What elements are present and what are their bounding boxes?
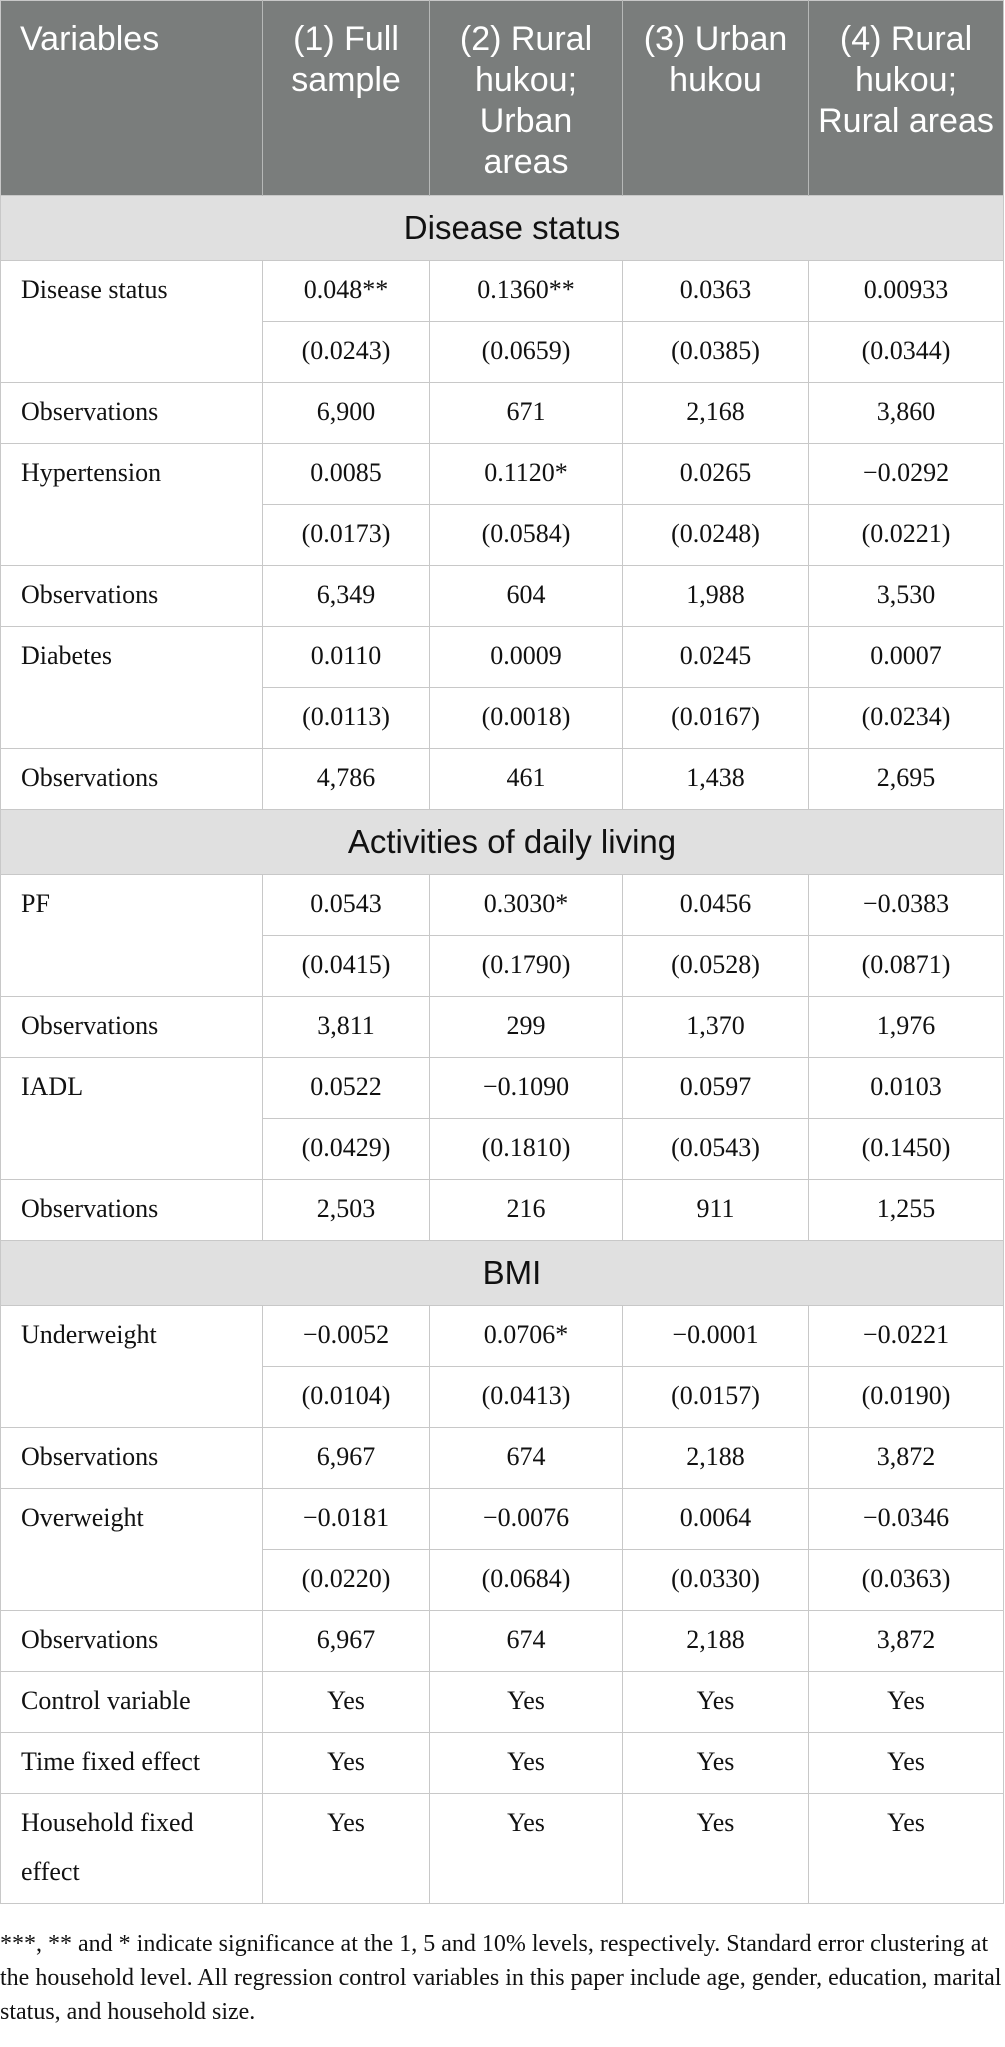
observations-row [1, 566, 1004, 627]
se-cell: (0.0871) [809, 936, 1004, 997]
se-cell: (0.0413) [430, 1367, 623, 1428]
control-cell: Yes [623, 1672, 809, 1733]
observations-cell: 2,503 [263, 1180, 430, 1241]
coef-cell: 0.0543 [263, 875, 430, 936]
se-cell: (0.1790) [430, 936, 623, 997]
coef-row [1, 261, 1004, 322]
observations-cell: 6,349 [263, 566, 430, 627]
row-label: Observations [1, 749, 263, 810]
observations-cell: 911 [623, 1180, 809, 1241]
row-label: PF [1, 875, 263, 997]
se-cell: (0.0584) [430, 505, 623, 566]
header-col-2: (2) Rural hukou; Urban areas [430, 1, 623, 196]
row-label: Observations [1, 566, 263, 627]
row-label: Control variable [1, 1672, 263, 1733]
coef-cell: 0.0456 [623, 875, 809, 936]
observations-cell: 6,900 [263, 383, 430, 444]
header-variables: Variables [1, 1, 263, 196]
observations-cell: 1,255 [809, 1180, 1004, 1241]
coef-cell: −0.0052 [263, 1306, 430, 1367]
se-cell: (0.0344) [809, 322, 1004, 383]
row-label: Underweight [1, 1306, 263, 1428]
coef-cell: −0.0001 [623, 1306, 809, 1367]
se-cell: (0.1450) [809, 1119, 1004, 1180]
coef-cell: 0.0103 [809, 1058, 1004, 1119]
coef-cell: 0.0009 [430, 627, 623, 688]
coef-cell: 0.0007 [809, 627, 1004, 688]
observations-cell: 2,695 [809, 749, 1004, 810]
se-cell: (0.0113) [263, 688, 430, 749]
se-cell: (0.0173) [263, 505, 430, 566]
row-label: IADL [1, 1058, 263, 1180]
row-label: Observations [1, 383, 263, 444]
coef-cell: −0.0292 [809, 444, 1004, 505]
observations-cell: 216 [430, 1180, 623, 1241]
coef-cell: −0.0181 [263, 1489, 430, 1550]
coef-cell: −0.0221 [809, 1306, 1004, 1367]
observations-cell: 1,438 [623, 749, 809, 810]
coef-cell: 0.0265 [623, 444, 809, 505]
control-cell: Yes [430, 1794, 623, 1904]
observations-row [1, 997, 1004, 1058]
observations-cell: 2,188 [623, 1428, 809, 1489]
row-label: Household fixed effect [1, 1794, 263, 1904]
coef-cell: 0.0706* [430, 1306, 623, 1367]
table-body [1, 196, 1004, 1904]
observations-row [1, 1180, 1004, 1241]
coef-cell: 0.0085 [263, 444, 430, 505]
coef-cell: −0.1090 [430, 1058, 623, 1119]
observations-cell: 299 [430, 997, 623, 1058]
se-cell: (0.0167) [623, 688, 809, 749]
header-col-1: (1) Full sample [263, 1, 430, 196]
row-label: Overweight [1, 1489, 263, 1611]
coef-cell: 0.0110 [263, 627, 430, 688]
control-cell: Yes [263, 1794, 430, 1904]
control-row [1, 1733, 1004, 1794]
control-row [1, 1794, 1004, 1904]
control-cell: Yes [430, 1733, 623, 1794]
coef-cell: 0.3030* [430, 875, 623, 936]
se-cell: (0.0363) [809, 1550, 1004, 1611]
coef-row [1, 1489, 1004, 1550]
se-cell: (0.0659) [430, 322, 623, 383]
se-cell: (0.0684) [430, 1550, 623, 1611]
se-cell: (0.0221) [809, 505, 1004, 566]
header-row [1, 1, 1004, 196]
row-label: Hypertension [1, 444, 263, 566]
se-cell: (0.0190) [809, 1367, 1004, 1428]
se-cell: (0.1810) [430, 1119, 623, 1180]
se-cell: (0.0157) [623, 1367, 809, 1428]
observations-cell: 671 [430, 383, 623, 444]
coef-row [1, 444, 1004, 505]
observations-cell: 2,168 [623, 383, 809, 444]
row-label: Disease status [1, 261, 263, 383]
coef-row [1, 1306, 1004, 1367]
observations-cell: 1,976 [809, 997, 1004, 1058]
coef-cell: −0.0076 [430, 1489, 623, 1550]
observations-cell: 3,811 [263, 997, 430, 1058]
se-cell: (0.0220) [263, 1550, 430, 1611]
se-cell: (0.0104) [263, 1367, 430, 1428]
coef-cell: 0.1120* [430, 444, 623, 505]
se-cell: (0.0248) [623, 505, 809, 566]
coef-row [1, 1058, 1004, 1119]
coef-cell: 0.0522 [263, 1058, 430, 1119]
row-label: Observations [1, 1180, 263, 1241]
coef-cell: 0.0597 [623, 1058, 809, 1119]
se-cell: (0.0234) [809, 688, 1004, 749]
observations-cell: 6,967 [263, 1611, 430, 1672]
observations-cell: 1,988 [623, 566, 809, 627]
observations-cell: 3,530 [809, 566, 1004, 627]
control-row [1, 1672, 1004, 1733]
section-title: Activities of daily living [1, 810, 1004, 875]
table-footnote: ***, ** and * indicate significance at the 1, 5 and 10% levels, respectively. Standard error clustering at the household level. All regression control variables in this paper include age, gender, education, marital status, and household size. [0, 1931, 1002, 2025]
control-cell: Yes [623, 1733, 809, 1794]
header-col-4: (4) Rural hukou; Rural areas [809, 1, 1004, 196]
coef-cell: 0.048** [263, 261, 430, 322]
row-label: Observations [1, 997, 263, 1058]
observations-cell: 3,872 [809, 1611, 1004, 1672]
se-cell: (0.0243) [263, 322, 430, 383]
observations-cell: 3,860 [809, 383, 1004, 444]
row-label: Observations [1, 1428, 263, 1489]
coef-cell: −0.0346 [809, 1489, 1004, 1550]
observations-cell: 674 [430, 1611, 623, 1672]
coef-cell: 0.0245 [623, 627, 809, 688]
observations-cell: 3,872 [809, 1428, 1004, 1489]
header-col-3: (3) Urban hukou [623, 1, 809, 196]
control-cell: Yes [263, 1672, 430, 1733]
row-label: Diabetes [1, 627, 263, 749]
section-title: Disease status [1, 196, 1004, 261]
control-cell: Yes [809, 1733, 1004, 1794]
section-row [1, 810, 1004, 875]
observations-row [1, 1611, 1004, 1672]
observations-cell: 6,967 [263, 1428, 430, 1489]
control-cell: Yes [623, 1794, 809, 1904]
observations-cell: 2,188 [623, 1611, 809, 1672]
se-cell: (0.0543) [623, 1119, 809, 1180]
control-cell: Yes [809, 1672, 1004, 1733]
observations-row [1, 1428, 1004, 1489]
se-cell: (0.0415) [263, 936, 430, 997]
se-cell: (0.0330) [623, 1550, 809, 1611]
observations-cell: 1,370 [623, 997, 809, 1058]
se-cell: (0.0528) [623, 936, 809, 997]
section-title: BMI [1, 1241, 1004, 1306]
control-cell: Yes [263, 1733, 430, 1794]
coef-cell: 0.0064 [623, 1489, 809, 1550]
observations-row [1, 383, 1004, 444]
coef-cell: −0.0383 [809, 875, 1004, 936]
coef-cell: 0.0363 [623, 261, 809, 322]
coef-cell: 0.1360** [430, 261, 623, 322]
se-cell: (0.0018) [430, 688, 623, 749]
observations-cell: 674 [430, 1428, 623, 1489]
coef-cell: 0.00933 [809, 261, 1004, 322]
observations-row [1, 749, 1004, 810]
coef-row [1, 875, 1004, 936]
control-cell: Yes [430, 1672, 623, 1733]
se-cell: (0.0385) [623, 322, 809, 383]
observations-cell: 461 [430, 749, 623, 810]
observations-cell: 604 [430, 566, 623, 627]
section-row [1, 1241, 1004, 1306]
observations-cell: 4,786 [263, 749, 430, 810]
section-row [1, 196, 1004, 261]
coef-row [1, 627, 1004, 688]
row-label: Observations [1, 1611, 263, 1672]
se-cell: (0.0429) [263, 1119, 430, 1180]
row-label: Time fixed effect [1, 1733, 263, 1794]
control-cell: Yes [809, 1794, 1004, 1904]
